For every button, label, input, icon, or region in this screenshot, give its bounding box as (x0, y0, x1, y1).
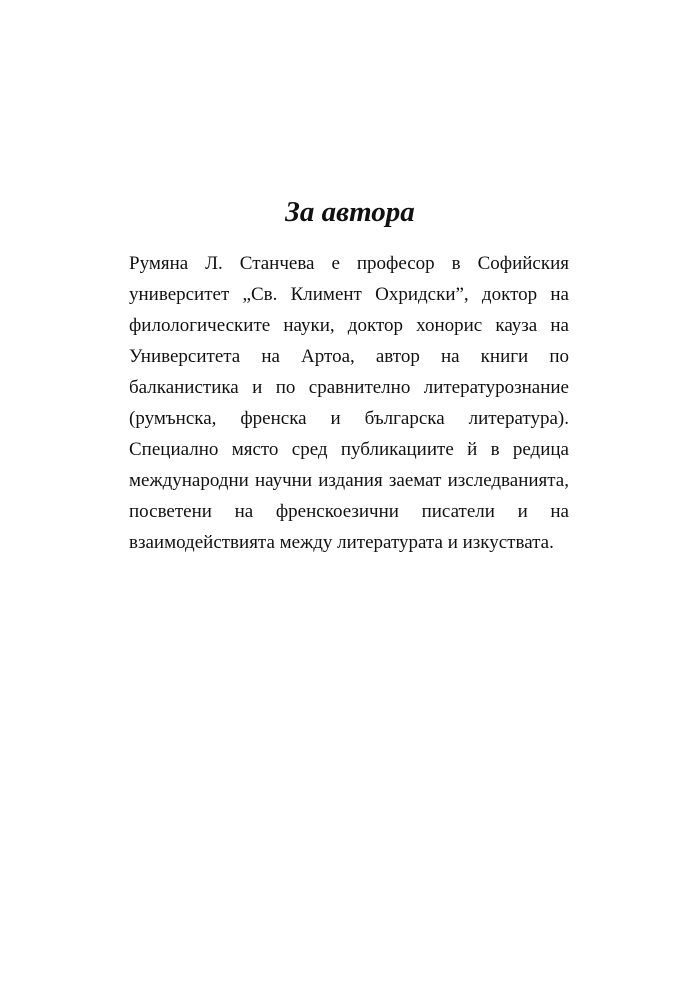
bio-line: международни научни издания заемат изследванията, (129, 470, 569, 491)
bio-line: Румяна Л. Станчева е професор в Софийския (129, 253, 569, 274)
page-title: За автора (285, 196, 415, 228)
author-bio (129, 248, 569, 558)
bio-line: филологическите науки, доктор хонорис кауза на (129, 315, 569, 336)
bio-line: посветени на френскоезични писатели и на (129, 501, 569, 522)
bio-line: Специално място сред публикациите й в редица (129, 439, 569, 460)
bio-line: взаимодействията между литературата и изкуствата. (129, 532, 554, 553)
bio-line: балканистика и по сравнително литературознание (129, 377, 569, 398)
bio-line: Университета на Артоа, автор на книги по (129, 346, 569, 367)
bio-line: (румънска, френска и българска литература). (129, 408, 569, 429)
bio-line: университет „Св. Климент Охридски”, доктор на (129, 284, 569, 305)
